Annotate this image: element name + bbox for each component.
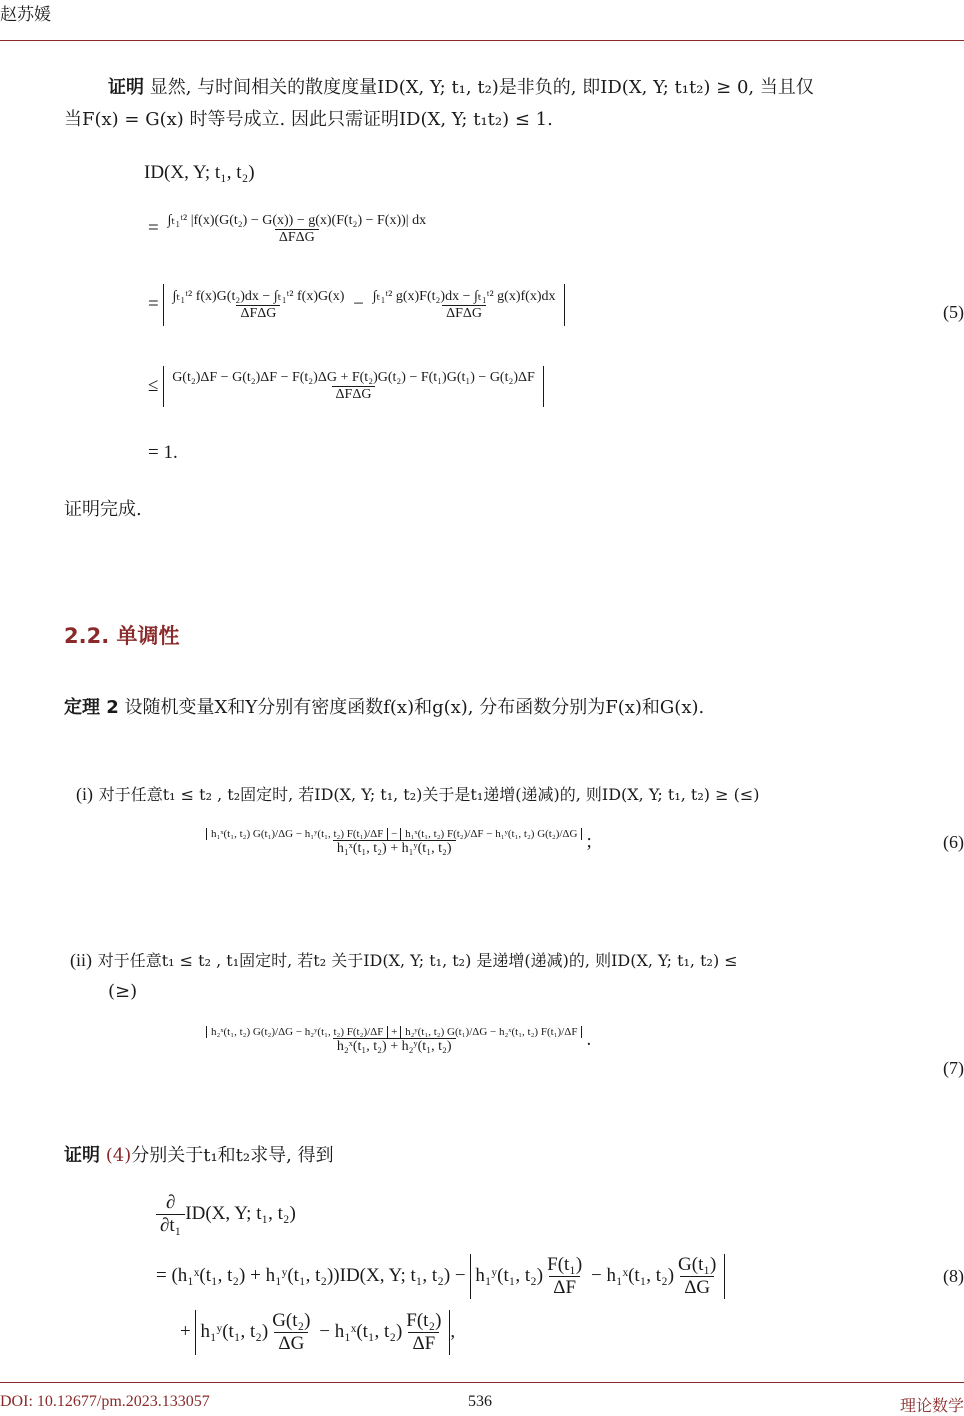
- section-title: 2.2. 单调性: [64, 624, 180, 648]
- eq8-line3-frac2-den: ΔF: [408, 1332, 439, 1355]
- proof-paragraph: [64, 72, 964, 104]
- item-i-text: 对于任意t₁ ≤ t₂ , t₂固定时, 若ID(X, Y; t₁, t₂)关于是t₁递增(递减)的, 则ID(X, Y; t₁, t₂) ≥ (≤): [98, 785, 760, 804]
- eq7-abs-a: h₂ˣ(t₁, t₂) G(t₂)/ΔG − h₂ʸ(t₁, t₂) F(t₂)/ΔF: [206, 1026, 388, 1038]
- footer-divider: [0, 1382, 964, 1383]
- proof-end: 证明完成.: [64, 499, 142, 520]
- eq8-line2-frac2-den: ΔG: [680, 1276, 714, 1299]
- eq6-abs-a: h₁ˣ(t₁, t₂) G(t₁)/ΔG − h₁ʸ(t₁, t₂) F(t₁)/ΔF: [206, 828, 388, 840]
- eq5-row2: = $\frac{\text{∫ₜ₁ᵗ² f(x)G(t₂)dx − ∫ₜ₁ᵗ² f(x)G(x)}}{\text{ΔFΔG}}$ − $\frac{\text{∫ₜ₁ᵗ² g(x)F(t₂)dx − ∫ₜ₁ᵗ² g(x)f(x)dx}}{\text{ΔFΔG}}$: [148, 284, 565, 326]
- eq8-line3-frac1-num: G(t₂): [272, 1310, 311, 1331]
- eq8-line3-term-b: − h₁ˣ(t₁, t₂): [319, 1320, 403, 1342]
- eq8-line2-term-a: h₁ʸ(t₁, t₂): [475, 1264, 544, 1286]
- eq5-row1-numerator: ∫ₜ₁ᵗ² |f(x)(G(t₂) − G(x)) − g(x)(F(t₂) − F(x))| dx: [167, 213, 427, 228]
- proof-text-line1: 显然, 与时间相关的散度度量ID(X, Y; t₁, t₂)是非负的, 即ID(X, Y; t₁t₂) ≥ 0, 当且仅: [149, 77, 814, 98]
- eq7-number: (7): [943, 1058, 964, 1078]
- eq6-denominator: h₁ˣ(t₁, t₂) + h₁ʸ(t₁, t₂): [333, 840, 456, 857]
- theorem-2: [64, 692, 964, 724]
- eq8-line3: [180, 1310, 455, 1355]
- eq5-lhs: ID(X, Y; t₁, t₂): [144, 162, 255, 183]
- eq5-row3: ≤ G(t₂)ΔF − G(t₂)ΔF − F(t₂)ΔG + F(t₂)G(t₂) − F(t₁)G(t₁) − G(t₂)ΔF ΔFΔG: [148, 366, 544, 407]
- footer-doi-link[interactable]: DOI: 10.12677/pm.2023.133057: [0, 1393, 210, 1410]
- proof-label: 证明: [108, 77, 144, 98]
- eq6-number: (6): [943, 832, 964, 852]
- eq8-line3-frac1-den: ΔG: [274, 1332, 308, 1355]
- equation-ref-link[interactable]: (4): [105, 1145, 132, 1166]
- eq8-line3-term-a: h₁ʸ(t₁, t₂): [200, 1320, 269, 1342]
- eq7-abs-b: h₂ʸ(t₁, t₂) G(t₁)/ΔG − h₂ˣ(t₁, t₂) F(t₁)/ΔF: [400, 1026, 582, 1038]
- eq5-row2-numerator-b: ∫ₜ₁ᵗ² g(x)F(t₂)dx − ∫ₜ₁ᵗ² g(x)f(x)dx: [372, 289, 556, 304]
- eq8-line3-end: ,: [450, 1320, 456, 1342]
- eq5-row1-denominator: ΔFΔG: [275, 229, 319, 246]
- eq8-line2-frac1-den: ΔF: [549, 1276, 580, 1299]
- eq7-denominator: h₂ˣ(t₁, t₂) + h₂ʸ(t₁, t₂): [333, 1038, 456, 1055]
- proof-2: [64, 1140, 964, 1172]
- running-header-author: 赵苏媛: [0, 5, 51, 25]
- header-divider: [0, 40, 964, 41]
- eq5-row3-denominator: ΔFΔG: [332, 386, 376, 403]
- theorem-item-i: [76, 778, 964, 811]
- item-ii-label: (ii): [70, 950, 92, 970]
- eq8-line3-a: +: [180, 1320, 191, 1342]
- eq8-lhs-rest: ID(X, Y; t₁, t₂): [185, 1202, 296, 1224]
- eq8-partial-num: ∂: [165, 1192, 176, 1213]
- eq5-row2-denominator-b: ΔFΔG: [442, 305, 486, 322]
- eq5-number: (5): [943, 302, 964, 322]
- eq8-line3-frac2-num: F(t₂): [406, 1310, 442, 1331]
- item-ii-text: 对于任意t₁ ≤ t₂ , t₁固定时, 若t₂ 关于ID(X, Y; t₁, t₂) 是递增(递减)的, 则ID(X, Y; t₁, t₂) ≤: [97, 951, 738, 970]
- theorem-item-ii: [70, 944, 964, 977]
- eq8-line2-frac1-num: F(t₁): [547, 1254, 583, 1275]
- eq8-lhs: [156, 1192, 296, 1237]
- eq5-row3-numerator: G(t₂)ΔF − G(t₂)ΔF − F(t₂)ΔG + F(t₂)G(t₂) − F(t₁)G(t₁) − G(t₂)ΔF: [172, 370, 535, 385]
- footer-page-number: 536: [468, 1393, 492, 1410]
- item-ii-text-cont: (≥): [108, 981, 138, 1002]
- eq5-row4: = 1.: [148, 442, 178, 463]
- eq6-abs-b: h₁ˣ(t₁, t₂) F(t₂)/ΔF − h₁ʸ(t₁, t₂) G(t₂)/ΔG: [400, 828, 582, 840]
- theorem-text: 设随机变量X和Y分别有密度函数f(x)和g(x), 分布函数分别为F(x)和G(x).: [124, 697, 705, 718]
- eq8-line2-term-b: − h₁ˣ(t₁, t₂): [591, 1264, 675, 1286]
- theorem-label: 定理 2: [64, 697, 119, 718]
- eq8-line2-frac2-num: G(t₁): [678, 1254, 717, 1275]
- eq8-partial-den: ∂t₁: [156, 1214, 185, 1237]
- eq7: h₂ˣ(t₁, t₂) G(t₂)/ΔG − h₂ʸ(t₁, t₂) F(t₂)/ΔF + h₂ʸ(t₁, t₂) G(t₁)/ΔG − h₂ˣ(t₁, t₂) F(t₁)/ΔF h₂ˣ(t₁, t₂) + h₂ʸ(t₁, t₂) .: [202, 1026, 591, 1055]
- proof-text-line2: 当F(x) = G(x) 时等号成立. 因此只需证明ID(X, Y; t₁t₂) ≤ 1.: [64, 109, 553, 130]
- proof-2-label: 证明: [64, 1145, 100, 1166]
- eq8-number: (8): [943, 1266, 964, 1286]
- footer-journal-name: 理论数学: [899, 1396, 964, 1415]
- eq6: h₁ˣ(t₁, t₂) G(t₁)/ΔG − h₁ʸ(t₁, t₂) F(t₁)/ΔF − h₁ˣ(t₁, t₂) F(t₂)/ΔF − h₁ʸ(t₁, t₂) G(t₂)/ΔG h₁ˣ(t₁, t₂) + h₁ʸ(t₁, t₂) ;: [202, 828, 592, 857]
- eq5-row2-numerator-a: ∫ₜ₁ᵗ² f(x)G(t₂)dx − ∫ₜ₁ᵗ² f(x)G(x): [172, 289, 345, 304]
- eq8-line2-a: = (h₁ˣ(t₁, t₂) + h₁ʸ(t₁, t₂))ID(X, Y; t₁, t₂) −: [156, 1264, 466, 1286]
- eq5-row2-denominator-a: ΔFΔG: [236, 305, 280, 322]
- eq5-row1: = $\frac{\text{∫ₜ₁ᵗ² |f(x)(G(t₂) − G(x)) − g(x)(F(t₂) − F(x))| dx}}{\text{ΔFΔG}}$: [148, 212, 430, 246]
- eq8-line2: [156, 1254, 725, 1299]
- proof-2-text: 分别关于t₁和t₂求导, 得到: [131, 1145, 334, 1166]
- item-i-label: (i): [76, 784, 93, 804]
